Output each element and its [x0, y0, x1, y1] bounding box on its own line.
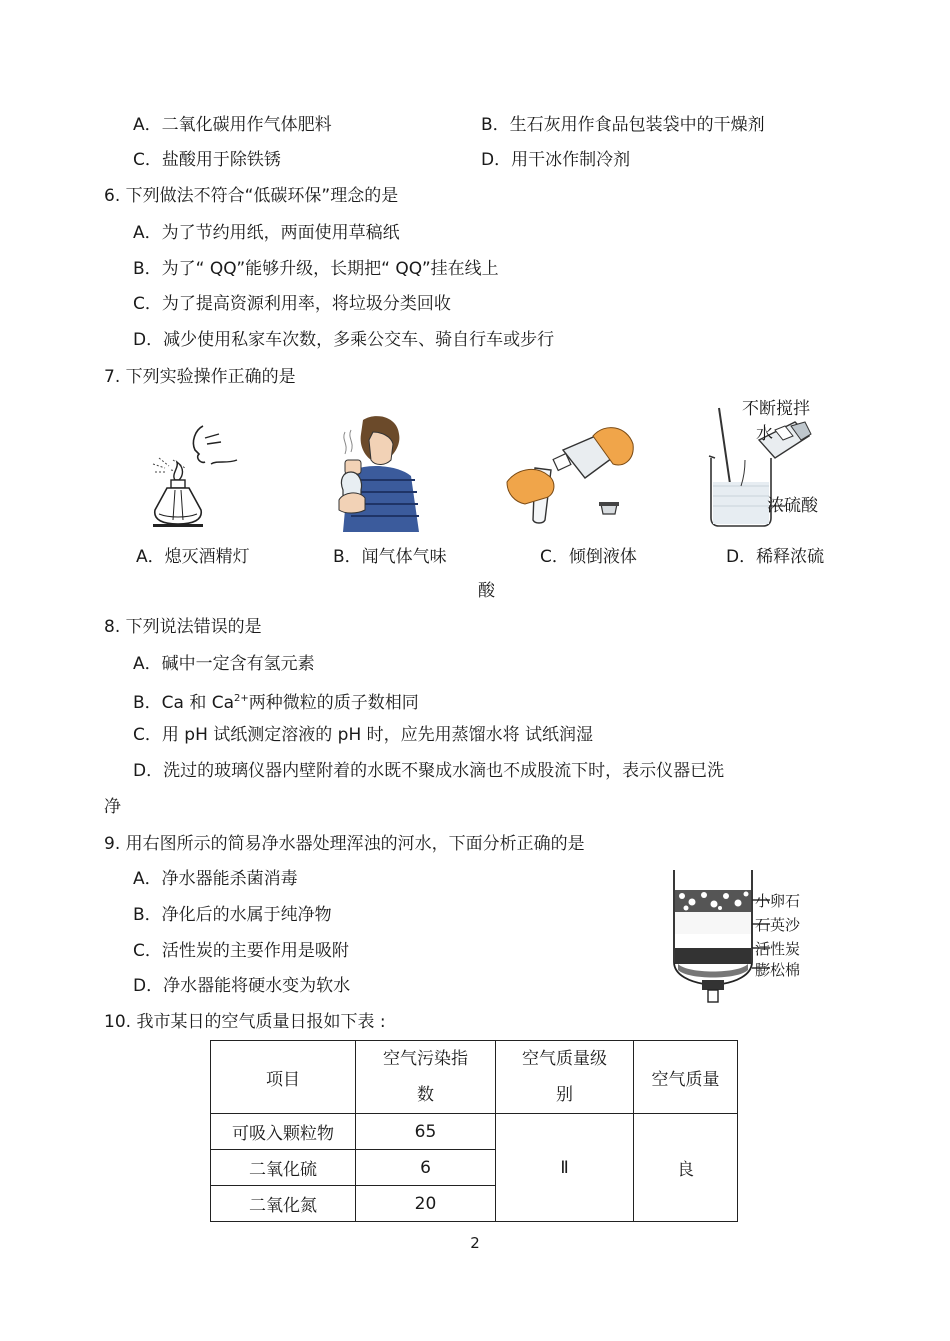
q5-option-a: A．二氧化碳用作气体肥料: [133, 115, 332, 135]
q8-option-d-wrap: 净: [104, 797, 121, 817]
q7-option-b: B．闻气体气味: [333, 547, 447, 567]
row-item: 二氧化氮: [211, 1186, 356, 1222]
row-value: 65: [356, 1114, 496, 1150]
q8-option-c: C．用 pH 试纸测定溶液的 pH 时，应先用蒸馏水将 试纸润湿: [133, 725, 594, 745]
q9-stem: 9. 用右图所示的简易净水器处理浑浊的河水，下面分析正确的是: [104, 834, 585, 854]
q8-option-d: D．洗过的玻璃仪器内壁附着的水既不聚成水滴也不成股流下时，表示仪器已洗: [133, 761, 725, 781]
q9-option-d: D．净水器能将硬水变为软水: [133, 976, 351, 996]
q6-option-c: C．为了提高资源利用率，将垃圾分类回收: [133, 294, 451, 314]
header-level-line1: 空气质量级: [522, 1049, 607, 1069]
header-index: [356, 1041, 496, 1114]
purifier-label-sand: 石英沙: [755, 916, 801, 934]
q8-option-b-post: 两种微粒的质子数相同: [248, 693, 419, 713]
q6-option-b: B．为了“ QQ”能够升级，长期把“ QQ”挂在线上: [133, 259, 499, 279]
q8-stem: 8. 下列说法错误的是: [104, 617, 262, 637]
page-number: 2: [470, 1234, 480, 1252]
row-item: 可吸入颗粒物: [211, 1114, 356, 1150]
purifier-label-carbon: 活性炭: [755, 940, 801, 958]
q8-option-b-pre: B．Ca 和 Ca: [133, 693, 235, 713]
q9-option-b: B．净化后的水属于纯净物: [133, 905, 332, 925]
q7-option-d-wrap: 酸: [478, 581, 495, 601]
q7-option-c: C．倾倒液体: [540, 547, 637, 567]
row-item: 二氧化硫: [211, 1150, 356, 1186]
table-row: [211, 1114, 738, 1150]
figure-water-purifier: [668, 866, 758, 1006]
header-item: 项目: [211, 1041, 356, 1114]
cell-level: Ⅱ: [496, 1114, 634, 1222]
q6-option-d: D．减少使用私家车次数，多乘公交车、骑自行车或步行: [133, 330, 555, 350]
cell-quality: 良: [634, 1114, 738, 1222]
figure-extinguish-lamp: [145, 420, 245, 530]
row-value: 6: [356, 1150, 496, 1186]
q8-option-a: A．碱中一定含有氢元素: [133, 654, 315, 674]
q7-stem: 7. 下列实验操作正确的是: [104, 367, 296, 387]
fig-d-label-acid: 浓硫酸: [767, 496, 818, 516]
q5-option-b: B．生石灰用作食品包装袋中的干燥剂: [481, 115, 765, 135]
q9-option-c: C．活性炭的主要作用是吸附: [133, 941, 349, 961]
header-index-line2: 数: [417, 1085, 434, 1105]
q6-stem: 6. 下列做法不符合“低碳环保”理念的是: [104, 186, 399, 206]
header-index-line1: 空气污染指: [383, 1049, 468, 1069]
purifier-label-pebbles: 小卵石: [755, 892, 801, 910]
q5-option-c: C．盐酸用于除铁锈: [133, 150, 281, 170]
table-header-row: [211, 1041, 738, 1114]
q8-option-b-charge: 2+: [234, 693, 249, 704]
header-quality: 空气质量: [634, 1041, 738, 1114]
air-quality-table: [210, 1040, 738, 1222]
fig-d-label-water: 水: [756, 424, 773, 444]
header-level-line2: 别: [556, 1085, 573, 1105]
q8-option-b: [133, 688, 419, 714]
figure-pour-liquid: [505, 420, 640, 525]
purifier-label-cotton: 膨松棉: [755, 961, 801, 979]
figure-smell-gas: [315, 410, 430, 532]
q10-stem: 10. 我市某日的空气质量日报如下表 :: [104, 1012, 386, 1032]
fig-d-label-stir: 不断搅拌: [742, 399, 810, 419]
q5-option-d: D．用干冰作制冷剂: [481, 150, 631, 170]
q9-option-a: A．净水器能杀菌消毒: [133, 869, 298, 889]
header-level: [496, 1041, 634, 1114]
q7-option-d: D．稀释浓硫: [726, 547, 825, 567]
row-value: 20: [356, 1186, 496, 1222]
q7-option-a: A．熄灭酒精灯: [136, 547, 250, 567]
q6-option-a: A．为了节约用纸，两面使用草稿纸: [133, 223, 400, 243]
